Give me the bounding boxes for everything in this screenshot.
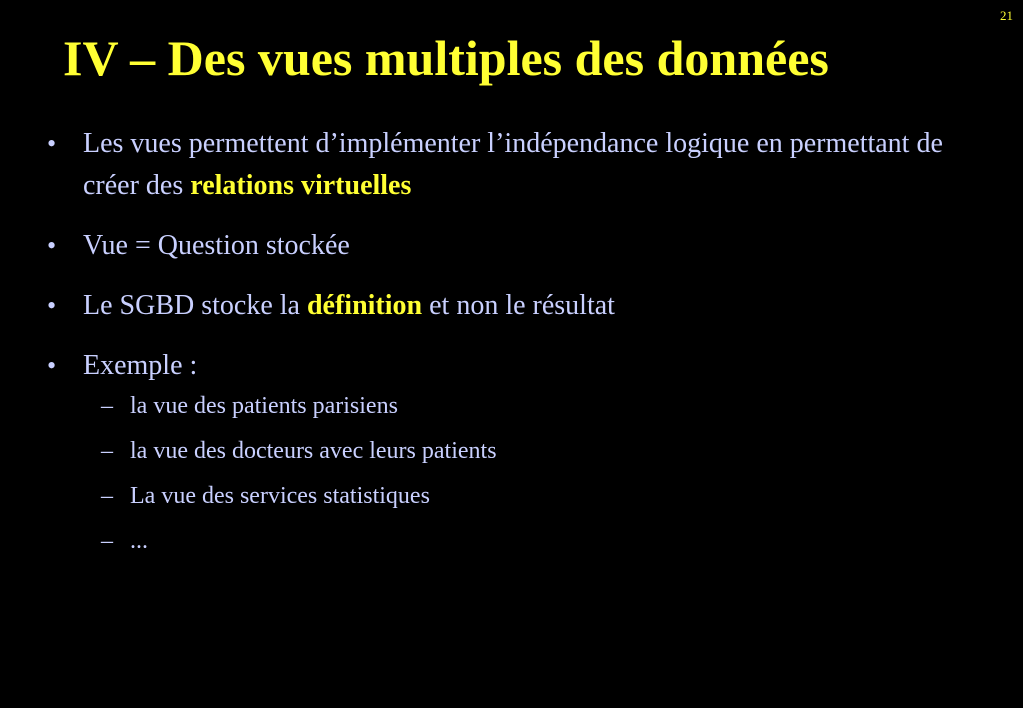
sub-bullet-marker: – — [101, 393, 113, 419]
bullet-text: Vue = Question stockée — [83, 230, 350, 261]
bullet-item-sgbd-storage — [47, 285, 977, 327]
sub-item-parisian-patients — [89, 391, 977, 421]
sub-item-text: ... — [130, 528, 148, 554]
sub-item-text: La vue des services statistiques — [130, 483, 430, 509]
sub-bullet-marker: – — [101, 438, 113, 464]
sub-bullet-marker: – — [101, 483, 113, 509]
page-number: 21 — [1000, 8, 1013, 23]
bullet-item-views-logical-independence — [47, 123, 977, 207]
sub-item-text: la vue des docteurs avec leurs patients — [130, 438, 497, 464]
bullet-text-after: et non le résultat — [422, 290, 615, 321]
bullet-marker: • — [47, 129, 57, 158]
bullet-highlight: définition — [306, 290, 423, 321]
bullet-marker: • — [47, 291, 57, 320]
sub-item-ellipsis — [89, 526, 977, 556]
bullet-item-example — [47, 345, 977, 556]
bullet-highlight: relations virtuelles — [190, 170, 412, 201]
sub-item-services-statistics — [89, 481, 977, 511]
slide-title: IV – Des vues multiples des données — [63, 30, 829, 86]
bullet-marker: • — [47, 231, 57, 260]
sub-item-text: la vue des patients parisiens — [130, 393, 398, 419]
bullet-list — [47, 123, 977, 574]
bullet-marker: • — [47, 351, 57, 380]
sub-bullet-marker: – — [101, 528, 113, 554]
example-sub-list — [83, 391, 977, 556]
bullet-text: Les vues permettent d’implémenter l’indépendance logique en permettant de créer des — [83, 128, 943, 201]
bullet-item-view-definition — [47, 225, 977, 267]
bullet-text: Exemple : — [83, 350, 198, 381]
bullet-text: Le SGBD stocke la — [83, 290, 307, 321]
sub-item-doctors-patients — [89, 436, 977, 466]
